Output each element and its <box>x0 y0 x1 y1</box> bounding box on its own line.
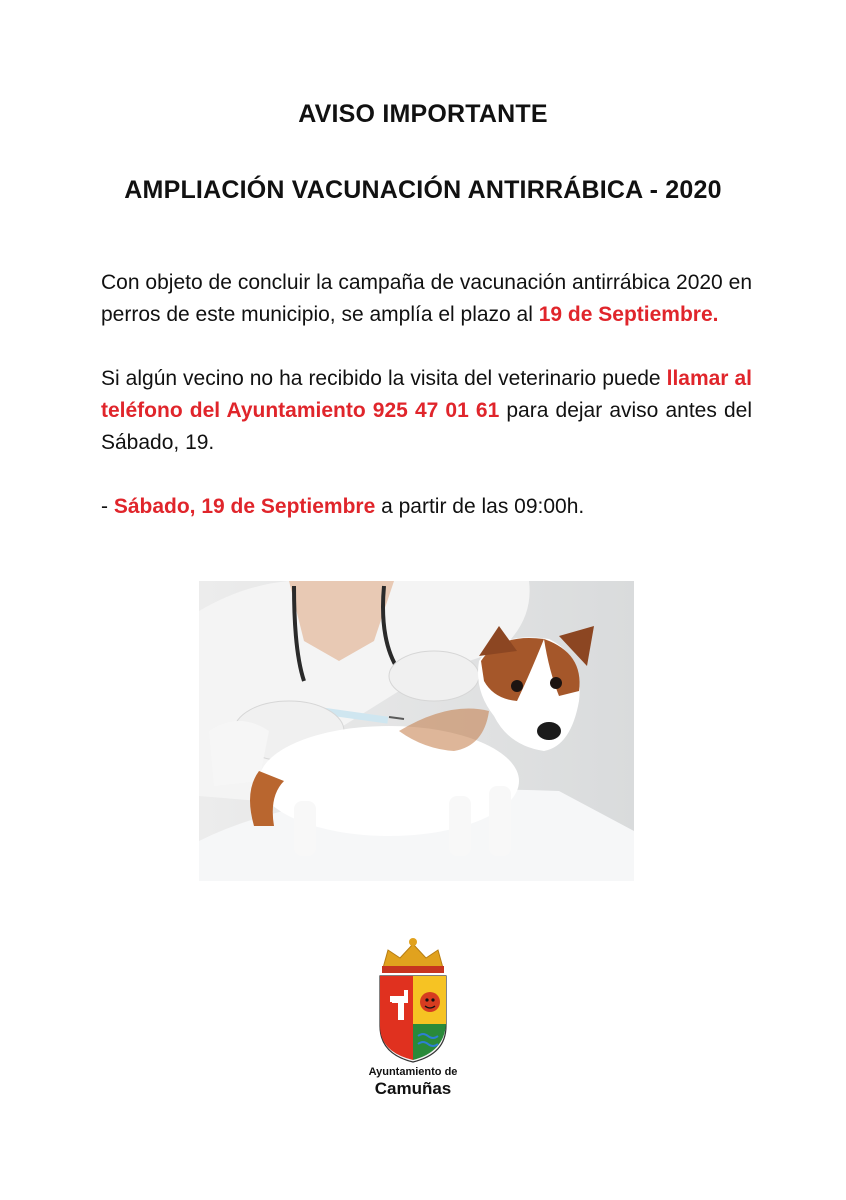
crest-emblem <box>368 936 458 1076</box>
footer-town-name: Camuñas <box>374 1079 452 1098</box>
deadline-date: 19 de Septiembre. <box>538 303 719 326</box>
notice-title: AVISO IMPORTANTE <box>298 100 548 128</box>
schedule-time: a partir de las 09:00h. <box>375 495 585 518</box>
coat-of-arms-logo <box>368 936 458 1076</box>
schedule-prefix: - <box>101 495 114 518</box>
vaccination-photo <box>199 581 634 881</box>
contact-text: Si algún vecino no ha recibido la visita del veterinario puede <box>101 367 667 390</box>
vet-dog-illustration <box>199 581 634 881</box>
schedule-line <box>101 491 752 523</box>
contact-text-end: para dejar aviso antes del Sábado, 19. <box>101 399 752 454</box>
schedule-date: Sábado, 19 de Septiembre <box>113 495 376 518</box>
notice-subtitle: AMPLIACIÓN VACUNACIÓN ANTIRRÁBICA - 2020 <box>124 176 722 204</box>
intro-paragraph <box>101 267 752 331</box>
phone-highlight: llamar al teléfono del Ayuntamiento 925 47 01 61 <box>101 367 752 422</box>
contact-paragraph <box>101 363 752 459</box>
intro-text: Con objeto de concluir la campaña de vacunación antirrábica 2020 en perros de este municipio, se amplía el plazo al <box>101 271 752 326</box>
footer-line-1: Ayuntamiento de <box>368 1066 458 1078</box>
